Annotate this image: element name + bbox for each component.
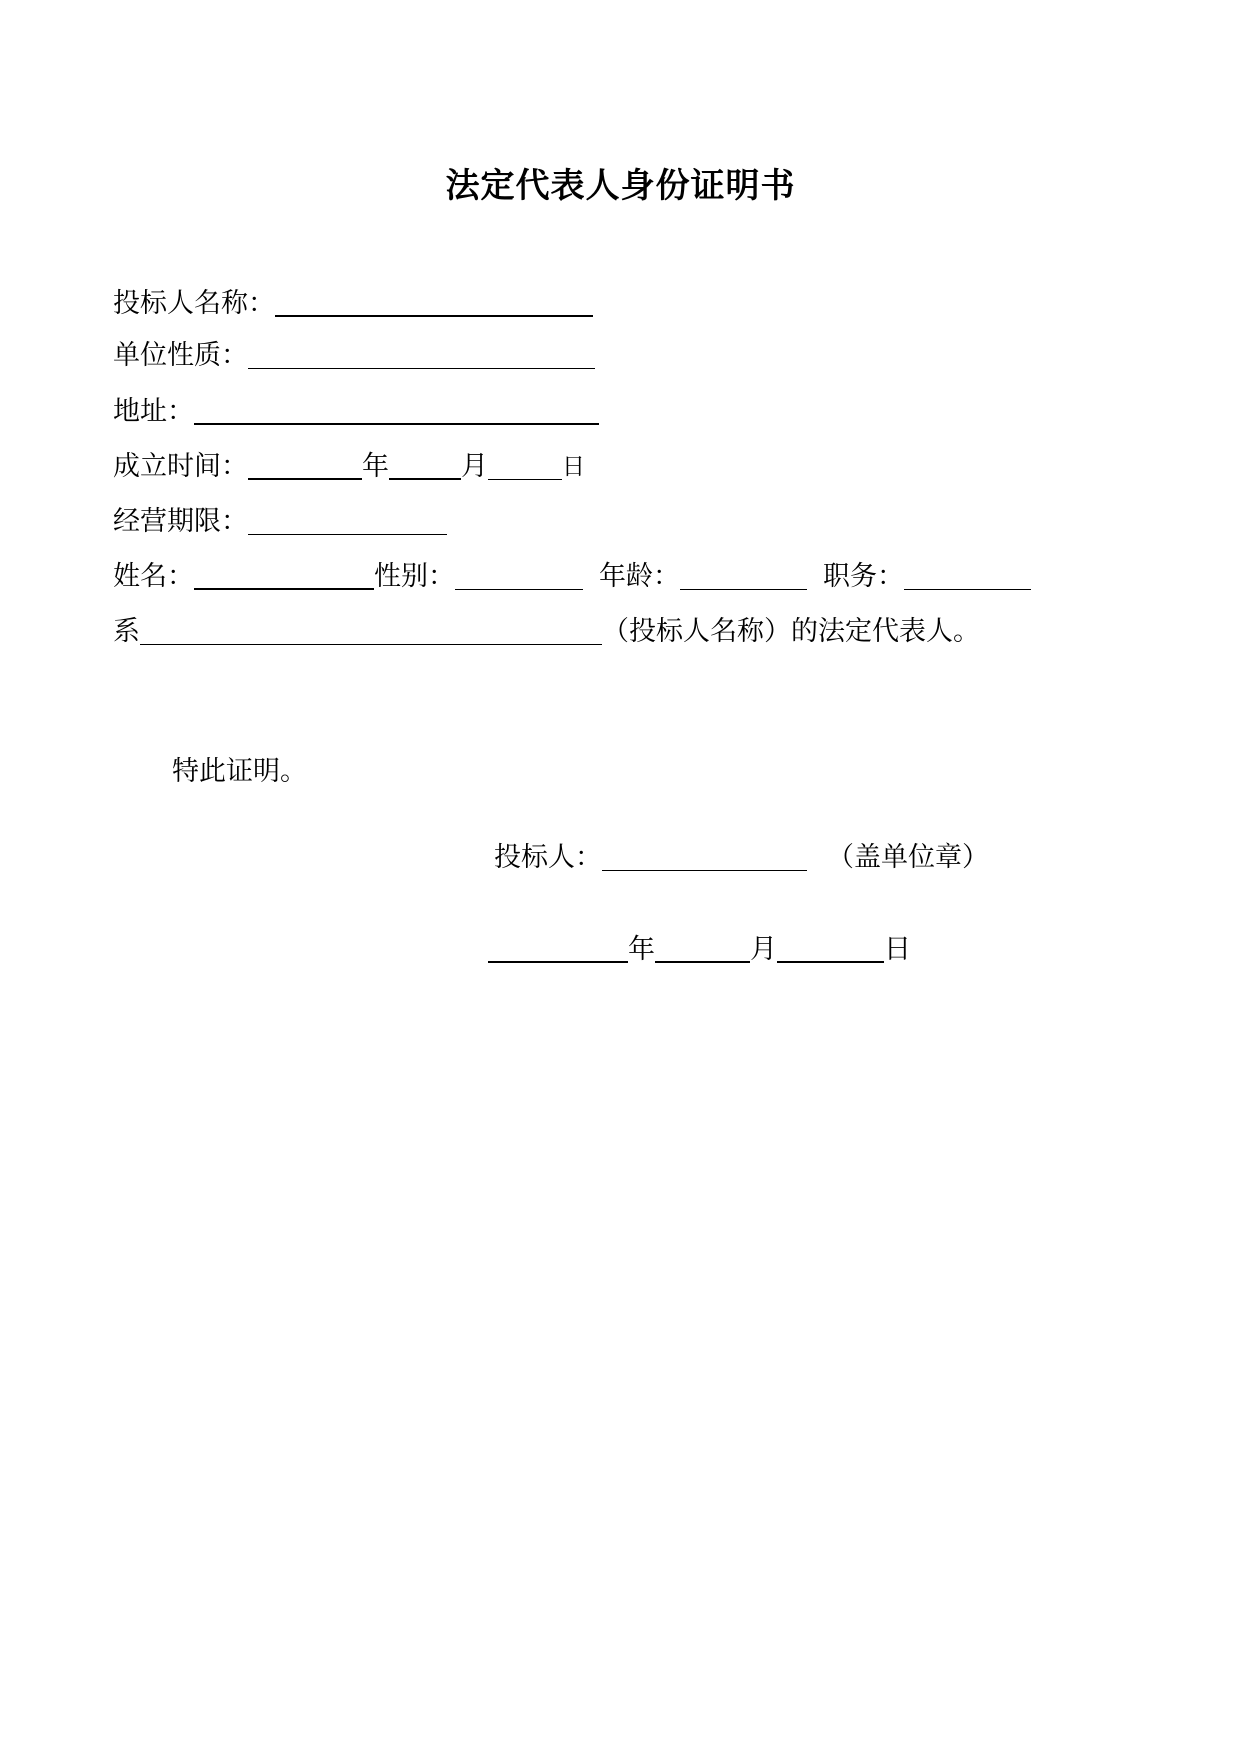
closing-text: 特此证明。 (172, 756, 307, 787)
age-label: 年龄： (599, 561, 680, 592)
unit-nature-label: 单位性质： (113, 340, 248, 371)
unit-nature-row (113, 336, 595, 376)
gender-blank[interactable] (455, 588, 583, 590)
age-blank[interactable] (680, 588, 807, 590)
bidder-name-blank[interactable] (275, 314, 593, 317)
bidder-name-label: 投标人名称： (113, 288, 275, 319)
relation-row (113, 612, 980, 652)
signature-bidder-blank[interactable] (602, 869, 807, 871)
address-row (113, 392, 599, 432)
signature-month-blank[interactable] (655, 960, 750, 963)
gender-label: 性别： (374, 561, 455, 592)
established-day-label: 日 (562, 454, 585, 480)
term-row (113, 502, 447, 542)
name-blank[interactable] (194, 587, 374, 590)
established-year-label: 年 (362, 451, 389, 482)
signature-date-row (488, 930, 911, 970)
term-label: 经营期限： (113, 506, 248, 537)
term-blank[interactable] (248, 533, 447, 535)
person-row (113, 557, 1031, 597)
relation-suffix: （投标人名称）的法定代表人。 (602, 616, 980, 647)
address-label: 地址： (113, 396, 194, 427)
closing-row (172, 752, 307, 792)
bidder-name-row (113, 284, 593, 324)
position-blank[interactable] (904, 588, 1031, 590)
relation-prefix: 系 (113, 616, 140, 647)
signature-month-label: 月 (750, 934, 777, 965)
address-blank[interactable] (194, 422, 599, 425)
signature-year-blank[interactable] (488, 960, 628, 963)
name-label: 姓名： (113, 561, 194, 592)
established-month-label: 月 (461, 451, 488, 482)
signature-day-label: 日 (884, 934, 911, 965)
unit-nature-blank[interactable] (248, 367, 595, 369)
established-year-blank[interactable] (248, 477, 362, 480)
position-label: 职务： (823, 561, 904, 592)
established-month-blank[interactable] (389, 477, 461, 480)
signature-day-blank[interactable] (777, 960, 884, 963)
established-label: 成立时间： (113, 451, 248, 482)
seal-note: （盖单位章） (827, 842, 989, 873)
established-row (113, 447, 585, 487)
signature-year-label: 年 (628, 934, 655, 965)
document-title: 法定代表人身份证明书 (445, 166, 796, 206)
relation-blank[interactable] (140, 643, 602, 645)
signature-bidder-label: 投标人： (494, 842, 602, 873)
established-day-blank[interactable] (488, 478, 562, 480)
signature-row (494, 838, 989, 878)
